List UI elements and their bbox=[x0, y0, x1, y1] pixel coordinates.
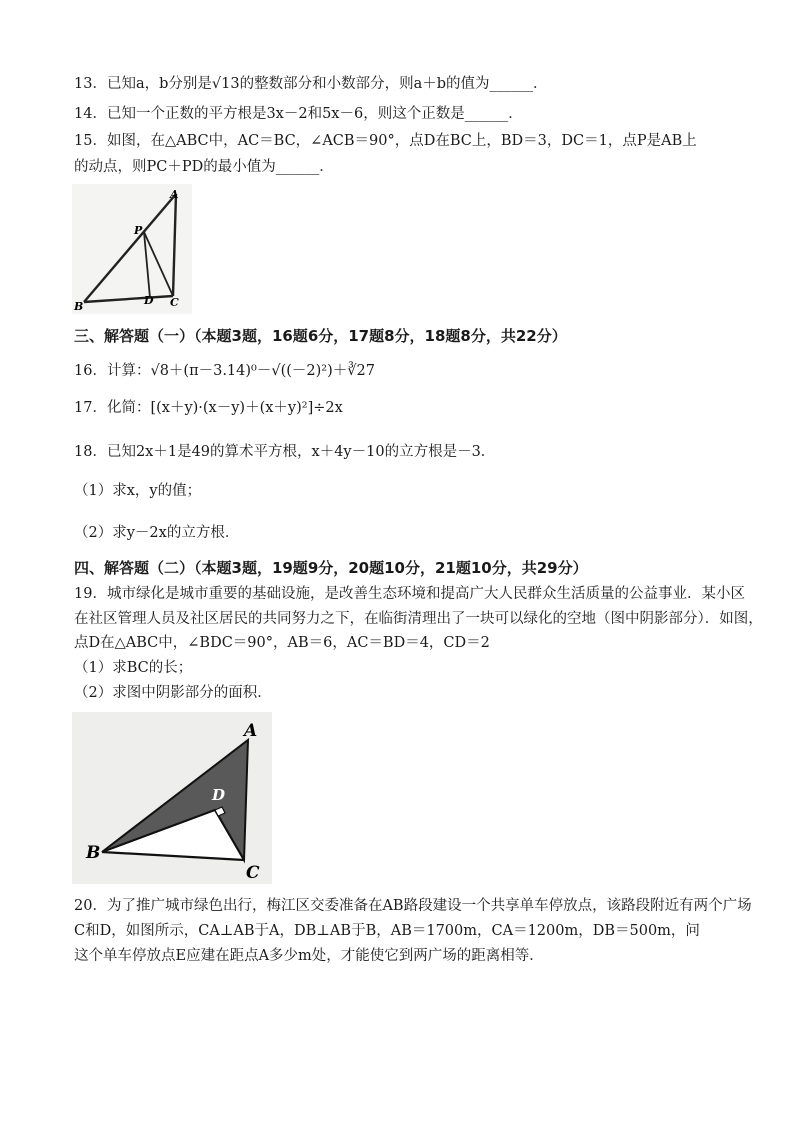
label-b: B bbox=[86, 843, 101, 863]
question-19-line-2: 在社区管理人员及社区居民的共同努力之下，在临街清理出了一块可以绿化的空地（图中阴影部分）．如图， bbox=[74, 611, 763, 627]
question-13: 13．已知a，b分别是√13的整数部分和小数部分，则a＋b的值为______． bbox=[74, 76, 548, 92]
label-b: B bbox=[74, 300, 84, 313]
question-19-line-1: 19．城市绿化是城市重要的基础设施，是改善生态环境和提高广大人民群众生活质量的公益事业．某小区 bbox=[74, 586, 745, 602]
question-18: 18．已知2x＋1是49的算术平方根，x＋4y－10的立方根是－3． bbox=[74, 444, 496, 460]
question-20-line-1: 20．为了推广城市绿色出行，梅江区交委准备在AB路段建设一个共享单车停放点，该路段附近有两个广场 bbox=[74, 898, 752, 914]
question-19-line-3: 点D在△ABC中，∠BDC＝90°，AB＝6，AC＝BD＝4，CD＝2 bbox=[74, 635, 490, 651]
question-20-line-2: C和D，如图所示，CA⊥AB于A，DB⊥AB于B，AB＝1700m，CA＝1200m，DB＝500m，问 bbox=[74, 923, 700, 939]
section-3-heading: 三、解答题（一）（本题3题，16题6分，17题8分，18题8分，共22分） bbox=[74, 327, 567, 345]
question-15-line-1: 15．如图，在△ABC中，AC＝BC，∠ACB＝90°，点D在BC上，BD＝3，DC＝1，点P是AB上 bbox=[74, 133, 697, 149]
label-p: P bbox=[134, 224, 143, 237]
question-19-part-1: （1）求BC的长； bbox=[74, 660, 193, 676]
question-14: 14．已知一个正数的平方根是3x－2和5x－6，则这个正数是______． bbox=[74, 106, 523, 122]
section-4-heading: 四、解答题（二）（本题3题，19题9分，20题10分，21题10分，共29分） bbox=[74, 559, 588, 577]
label-d: D bbox=[212, 786, 226, 804]
label-c: C bbox=[246, 863, 260, 883]
question-15-figure bbox=[72, 184, 192, 314]
label-d: D bbox=[144, 294, 154, 307]
question-15-line-2: 的动点，则PC＋PD的最小值为______． bbox=[74, 159, 334, 175]
question-17: 17．化简：[(x＋y)·(x－y)＋(x＋y)²]÷2x bbox=[74, 400, 343, 416]
question-19-figure bbox=[72, 712, 272, 884]
question-16: 16．计算：√8＋(π－3.14)⁰－√((－2)²)＋∛27 bbox=[74, 363, 375, 379]
label-c: C bbox=[170, 296, 179, 309]
question-18-part-1: （1）求x，y的值； bbox=[74, 483, 202, 499]
question-19-part-2: （2）求图中阴影部分的面积． bbox=[74, 685, 272, 701]
question-18-part-2: （2）求y－2x的立方根． bbox=[74, 525, 240, 541]
label-a: A bbox=[244, 721, 258, 741]
label-a: A bbox=[170, 188, 179, 201]
question-20-line-3: 这个单车停放点E应建在距点A多少m处，才能使它到两广场的距离相等． bbox=[74, 948, 544, 964]
